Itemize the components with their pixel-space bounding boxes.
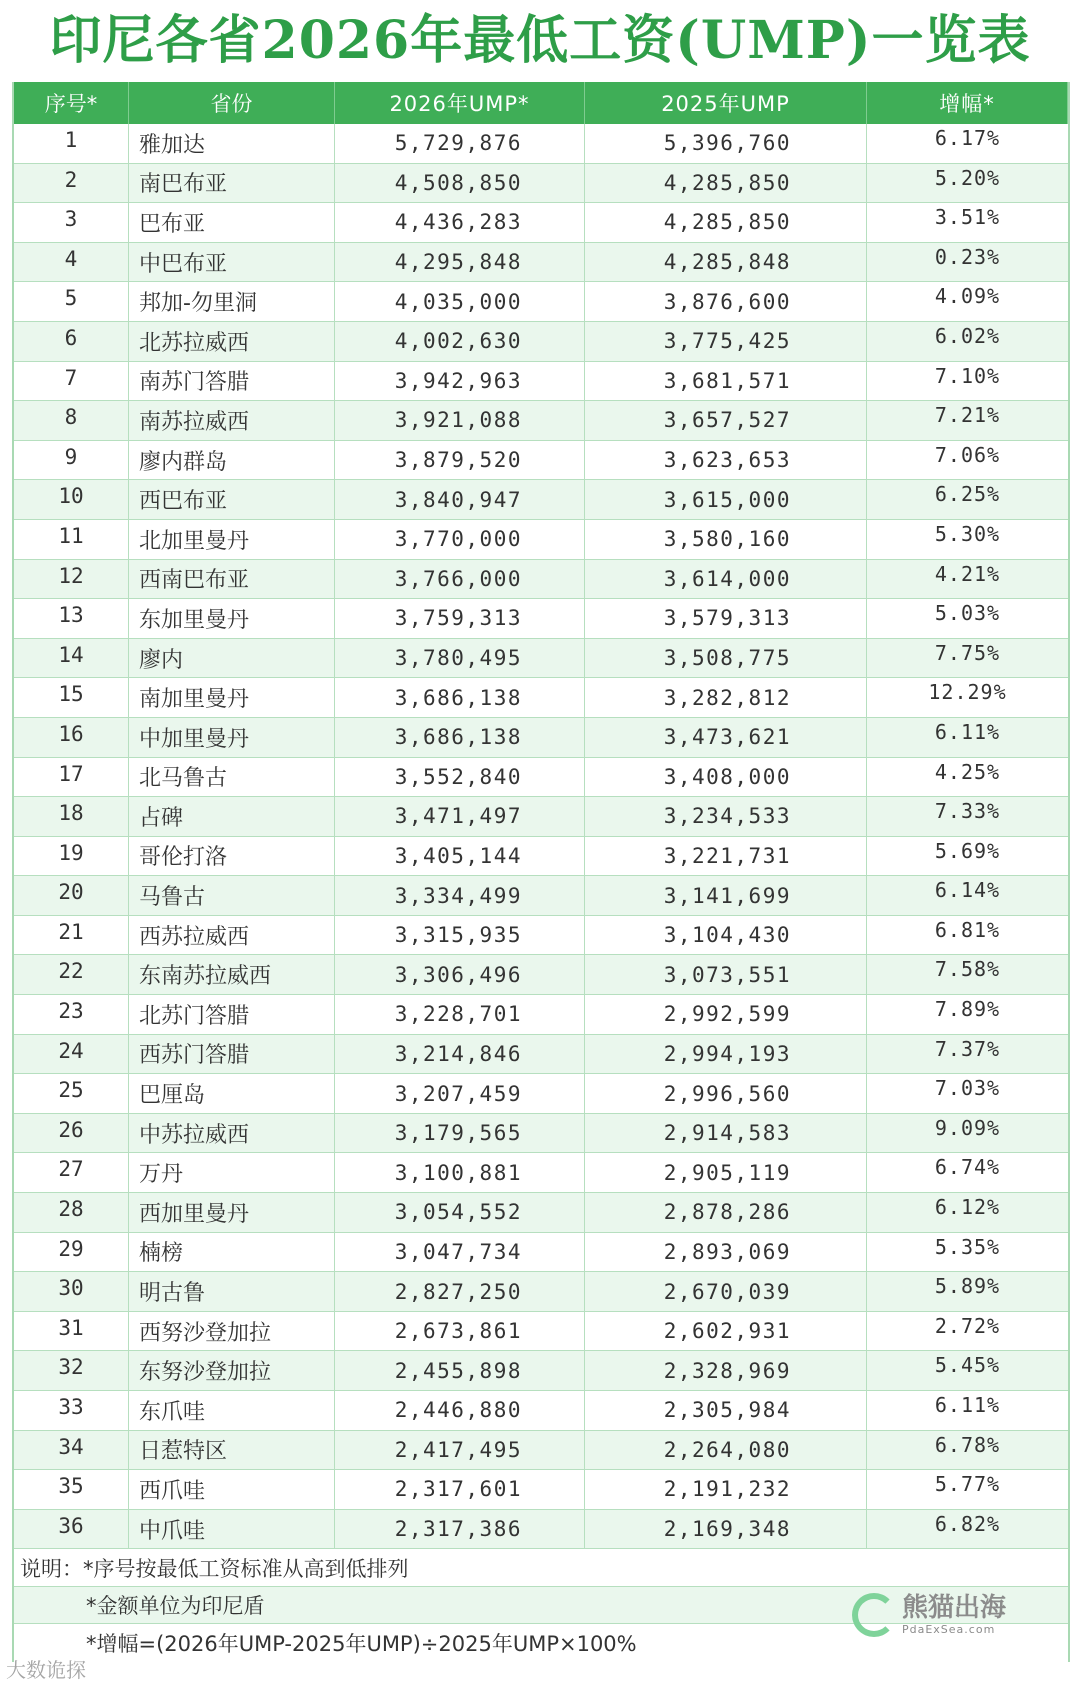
cell-ump-2025: 2,905,119 — [585, 1153, 867, 1192]
table-row — [14, 1351, 1068, 1391]
cell-ump-2026: 3,054,552 — [335, 1193, 585, 1232]
cell-province: 西苏门答腊 — [129, 1035, 335, 1074]
header-province: 省份 — [129, 82, 335, 124]
cell-no: 21 — [14, 916, 129, 955]
cell-ump-2025: 3,073,551 — [585, 955, 867, 994]
cell-province: 西苏拉威西 — [129, 916, 335, 955]
cell-growth: 7.58% — [934, 957, 1001, 982]
header-no: 序号* — [14, 82, 129, 124]
cell-no: 8 — [14, 401, 129, 440]
table-row — [14, 1391, 1068, 1431]
wage-table — [12, 82, 1070, 1662]
cell-no: 31 — [14, 1312, 129, 1351]
cell-no: 11 — [14, 520, 129, 559]
cell-ump-2025: 3,580,160 — [585, 520, 867, 559]
cell-ump-2025: 2,996,560 — [585, 1074, 867, 1113]
table-row — [14, 560, 1068, 600]
table-row — [14, 243, 1068, 283]
cell-ump-2025: 2,264,080 — [585, 1431, 867, 1470]
cell-ump-2025: 3,876,600 — [585, 282, 867, 321]
cell-ump-2026: 3,334,499 — [335, 876, 585, 915]
cell-ump-2025: 2,994,193 — [585, 1035, 867, 1074]
cell-growth: 6.11% — [934, 1393, 1001, 1417]
table-row — [14, 1193, 1068, 1233]
table-row — [14, 1114, 1068, 1154]
cell-ump-2025: 3,623,653 — [585, 441, 867, 480]
cell-growth: 5.45% — [934, 1353, 1001, 1378]
cell-ump-2025: 2,878,286 — [585, 1193, 867, 1232]
cell-province: 南苏门答腊 — [129, 362, 335, 401]
note-line: *金额单位为印尼盾 — [86, 1594, 265, 1619]
cell-ump-2026: 2,827,250 — [335, 1272, 585, 1311]
cell-growth: 6.02% — [934, 323, 1001, 348]
cell-no: 27 — [14, 1153, 129, 1192]
cell-growth: 7.75% — [934, 640, 1001, 665]
cell-no: 16 — [14, 718, 129, 757]
cell-ump-2026: 2,446,880 — [335, 1391, 585, 1430]
table-row — [14, 718, 1068, 758]
cell-ump-2026: 3,228,701 — [335, 995, 585, 1034]
cell-growth: 6.12% — [934, 1195, 1001, 1220]
cell-province: 西努沙登加拉 — [129, 1312, 335, 1351]
cell-no: 5 — [14, 282, 129, 321]
cell-ump-2026: 5,729,876 — [335, 124, 585, 163]
cell-growth: 6.81% — [934, 917, 1001, 942]
cell-ump-2025: 3,614,000 — [585, 560, 867, 599]
cell-ump-2025: 3,234,533 — [585, 797, 867, 836]
cell-growth: 5.89% — [934, 1274, 1001, 1299]
table-row — [14, 758, 1068, 798]
note-line: 说明：*序号按最低工资标准从高到低排列 — [20, 1556, 409, 1581]
cell-ump-2026: 2,317,601 — [335, 1470, 585, 1509]
cell-growth: 4.09% — [934, 284, 1001, 309]
cell-ump-2026: 3,759,313 — [335, 599, 585, 638]
cell-province: 南巴布亚 — [129, 164, 335, 203]
cell-ump-2025: 3,657,527 — [585, 401, 867, 440]
cell-no: 4 — [14, 243, 129, 282]
table-row — [14, 1272, 1068, 1312]
table-row — [14, 164, 1068, 204]
logo-url: PdaExSea.com — [901, 1623, 996, 1636]
cell-growth: 12.29% — [928, 680, 1007, 705]
table-row — [14, 1233, 1068, 1273]
cell-growth: 5.69% — [934, 838, 1001, 863]
table-row — [14, 362, 1068, 402]
cell-ump-2025: 5,396,760 — [585, 124, 867, 163]
cell-no: 18 — [14, 797, 129, 836]
cell-ump-2026: 3,207,459 — [335, 1074, 585, 1113]
cell-ump-2026: 2,455,898 — [335, 1351, 585, 1390]
table-body — [14, 124, 1068, 1549]
cell-growth: 7.03% — [934, 1076, 1001, 1101]
cell-growth: 7.06% — [934, 442, 1001, 467]
panda-logo-icon — [852, 1593, 896, 1637]
watermark: 大数诡探 — [6, 1658, 86, 1682]
cell-growth: 6.11% — [934, 719, 1001, 744]
cell-province: 楠榜 — [129, 1233, 335, 1272]
cell-ump-2026: 2,317,386 — [335, 1510, 585, 1549]
cell-ump-2026: 3,552,840 — [335, 758, 585, 797]
cell-ump-2025: 3,681,571 — [585, 362, 867, 401]
table-row — [14, 401, 1068, 441]
cell-growth: 7.10% — [934, 363, 1001, 388]
table-row — [14, 678, 1068, 718]
cell-province: 北加里曼丹 — [129, 520, 335, 559]
table-row — [14, 995, 1068, 1035]
cell-ump-2025: 2,169,348 — [585, 1510, 867, 1549]
table-row — [14, 520, 1068, 560]
cell-no: 15 — [14, 678, 129, 717]
cell-ump-2025: 2,893,069 — [585, 1233, 867, 1272]
cell-growth: 6.82% — [934, 1511, 1001, 1536]
cell-ump-2025: 3,104,430 — [585, 916, 867, 955]
cell-growth: 6.78% — [934, 1432, 1001, 1457]
cell-ump-2026: 3,686,138 — [335, 678, 585, 717]
cell-ump-2025: 4,285,850 — [585, 203, 867, 242]
cell-growth: 6.74% — [934, 1155, 1001, 1180]
cell-province: 东加里曼丹 — [129, 599, 335, 638]
table-row — [14, 1470, 1068, 1510]
cell-growth: 0.23% — [934, 244, 1001, 269]
cell-province: 万丹 — [129, 1153, 335, 1192]
cell-province: 巴厘岛 — [129, 1074, 335, 1113]
table-row — [14, 1431, 1068, 1471]
cell-no: 24 — [14, 1035, 129, 1074]
cell-no: 20 — [14, 876, 129, 915]
table-row — [14, 1153, 1068, 1193]
cell-ump-2025: 3,141,699 — [585, 876, 867, 915]
cell-growth: 2.72% — [934, 1313, 1001, 1338]
header-ump-2025: 2025年UMP — [585, 82, 867, 124]
header-ump-2026: 2026年UMP* — [335, 82, 585, 124]
cell-ump-2026: 3,100,881 — [335, 1153, 585, 1192]
cell-no: 13 — [14, 599, 129, 638]
cell-ump-2026: 3,471,497 — [335, 797, 585, 836]
cell-no: 10 — [14, 480, 129, 519]
cell-no: 35 — [14, 1470, 129, 1509]
cell-province: 中苏拉威西 — [129, 1114, 335, 1153]
table-row — [14, 955, 1068, 995]
table-row — [14, 876, 1068, 916]
cell-ump-2026: 4,295,848 — [335, 243, 585, 282]
cell-ump-2025: 2,670,039 — [585, 1272, 867, 1311]
cell-growth: 6.14% — [934, 878, 1001, 903]
cell-ump-2025: 3,408,000 — [585, 758, 867, 797]
cell-ump-2026: 4,508,850 — [335, 164, 585, 203]
cell-province: 北马鲁古 — [129, 758, 335, 797]
cell-ump-2026: 3,306,496 — [335, 955, 585, 994]
cell-ump-2025: 3,282,812 — [585, 678, 867, 717]
table-header-row — [14, 82, 1068, 124]
cell-no: 28 — [14, 1193, 129, 1232]
cell-growth: 3.51% — [934, 205, 1001, 230]
cell-province: 日惹特区 — [129, 1431, 335, 1470]
cell-province: 占碑 — [129, 797, 335, 836]
cell-province: 西南巴布亚 — [129, 560, 335, 599]
cell-no: 32 — [14, 1351, 129, 1390]
table-row — [14, 797, 1068, 837]
cell-ump-2026: 2,673,861 — [335, 1312, 585, 1351]
cell-ump-2026: 3,405,144 — [335, 837, 585, 876]
table-row — [14, 282, 1068, 322]
cell-ump-2026: 3,770,000 — [335, 520, 585, 559]
cell-ump-2026: 4,002,630 — [335, 322, 585, 361]
cell-province: 明古鲁 — [129, 1272, 335, 1311]
header-growth: 增幅* — [867, 82, 1068, 124]
cell-ump-2025: 2,992,599 — [585, 995, 867, 1034]
logo-name: 熊猫出海 — [901, 1593, 1006, 1623]
cell-province: 东爪哇 — [129, 1391, 335, 1430]
cell-no: 9 — [14, 441, 129, 480]
cell-province: 南苏拉威西 — [129, 401, 335, 440]
cell-growth: 4.25% — [934, 759, 1001, 784]
cell-ump-2026: 3,315,935 — [335, 916, 585, 955]
cell-ump-2026: 3,686,138 — [335, 718, 585, 757]
cell-province: 中加里曼丹 — [129, 718, 335, 757]
cell-province: 中巴布亚 — [129, 243, 335, 282]
cell-no: 3 — [14, 203, 129, 242]
cell-ump-2025: 2,191,232 — [585, 1470, 867, 1509]
cell-province: 北苏门答腊 — [129, 995, 335, 1034]
cell-ump-2025: 3,579,313 — [585, 599, 867, 638]
cell-no: 33 — [14, 1391, 129, 1430]
cell-growth: 7.21% — [934, 403, 1001, 428]
cell-ump-2025: 2,305,984 — [585, 1391, 867, 1430]
cell-no: 6 — [14, 322, 129, 361]
table-row — [14, 599, 1068, 639]
cell-ump-2025: 4,285,850 — [585, 164, 867, 203]
cell-no: 2 — [14, 164, 129, 203]
cell-ump-2025: 2,914,583 — [585, 1114, 867, 1153]
cell-province: 西爪哇 — [129, 1470, 335, 1509]
note-row — [14, 1549, 1068, 1587]
cell-no: 29 — [14, 1233, 129, 1272]
cell-ump-2025: 3,221,731 — [585, 837, 867, 876]
cell-ump-2025: 4,285,848 — [585, 243, 867, 282]
cell-province: 西加里曼丹 — [129, 1193, 335, 1232]
cell-ump-2025: 3,615,000 — [585, 480, 867, 519]
cell-ump-2026: 3,879,520 — [335, 441, 585, 480]
cell-ump-2025: 3,473,621 — [585, 718, 867, 757]
note-line: *增幅=(2026年UMP-2025年UMP)÷2025年UMP×100% — [86, 1632, 637, 1657]
table-row — [14, 441, 1068, 481]
cell-province: 廖内 — [129, 639, 335, 678]
cell-ump-2026: 2,417,495 — [335, 1431, 585, 1470]
table-row — [14, 480, 1068, 520]
cell-province: 哥伦打洛 — [129, 837, 335, 876]
table-row — [14, 916, 1068, 956]
cell-no: 36 — [14, 1510, 129, 1549]
cell-growth: 7.89% — [934, 997, 1001, 1022]
cell-ump-2026: 3,766,000 — [335, 560, 585, 599]
cell-ump-2025: 3,775,425 — [585, 322, 867, 361]
table-row — [14, 1074, 1068, 1114]
table-row — [14, 203, 1068, 243]
brand-logo — [852, 1593, 1006, 1637]
cell-growth: 5.77% — [934, 1472, 1001, 1497]
cell-ump-2025: 2,602,931 — [585, 1312, 867, 1351]
cell-ump-2025: 3,508,775 — [585, 639, 867, 678]
table-row — [14, 639, 1068, 679]
cell-no: 23 — [14, 995, 129, 1034]
cell-province: 雅加达 — [129, 124, 335, 163]
cell-ump-2026: 3,942,963 — [335, 362, 585, 401]
cell-no: 30 — [14, 1272, 129, 1311]
cell-ump-2026: 3,780,495 — [335, 639, 585, 678]
cell-growth: 5.35% — [934, 1234, 1001, 1259]
cell-no: 17 — [14, 758, 129, 797]
cell-ump-2026: 3,047,734 — [335, 1233, 585, 1272]
cell-no: 7 — [14, 362, 129, 401]
cell-province: 北苏拉威西 — [129, 322, 335, 361]
cell-province: 巴布亚 — [129, 203, 335, 242]
cell-growth: 6.17% — [934, 126, 1001, 150]
cell-province: 西巴布亚 — [129, 480, 335, 519]
cell-growth: 5.03% — [934, 601, 1001, 626]
cell-no: 14 — [14, 639, 129, 678]
cell-province: 廖内群岛 — [129, 441, 335, 480]
cell-province: 中爪哇 — [129, 1510, 335, 1549]
cell-province: 马鲁古 — [129, 876, 335, 915]
cell-growth: 7.33% — [934, 799, 1001, 824]
cell-ump-2026: 4,035,000 — [335, 282, 585, 321]
cell-ump-2026: 3,840,947 — [335, 480, 585, 519]
table-row — [14, 1035, 1068, 1075]
table-row — [14, 1510, 1068, 1550]
cell-ump-2025: 2,328,969 — [585, 1351, 867, 1390]
table-row — [14, 837, 1068, 877]
cell-province: 东努沙登加拉 — [129, 1351, 335, 1390]
cell-province: 南加里曼丹 — [129, 678, 335, 717]
cell-province: 东南苏拉威西 — [129, 955, 335, 994]
cell-no: 34 — [14, 1431, 129, 1470]
cell-ump-2026: 3,214,846 — [335, 1035, 585, 1074]
table-row — [14, 322, 1068, 362]
cell-no: 19 — [14, 837, 129, 876]
cell-growth: 6.25% — [934, 482, 1001, 507]
cell-growth: 4.21% — [934, 561, 1001, 586]
cell-no: 12 — [14, 560, 129, 599]
cell-province: 邦加-勿里洞 — [129, 282, 335, 321]
cell-no: 1 — [14, 124, 129, 163]
cell-no: 25 — [14, 1074, 129, 1113]
cell-growth: 5.30% — [934, 521, 1001, 546]
cell-growth: 7.37% — [934, 1036, 1001, 1061]
cell-growth: 5.20% — [934, 165, 1001, 190]
cell-ump-2026: 4,436,283 — [335, 203, 585, 242]
cell-no: 22 — [14, 955, 129, 994]
cell-ump-2026: 3,921,088 — [335, 401, 585, 440]
table-row — [14, 124, 1068, 164]
cell-growth: 9.09% — [934, 1115, 1001, 1140]
cell-no: 26 — [14, 1114, 129, 1153]
cell-ump-2026: 3,179,565 — [335, 1114, 585, 1153]
page-title: 印尼各省2026年最低工资(UMP)一览表 — [49, 10, 1031, 71]
table-row — [14, 1312, 1068, 1352]
